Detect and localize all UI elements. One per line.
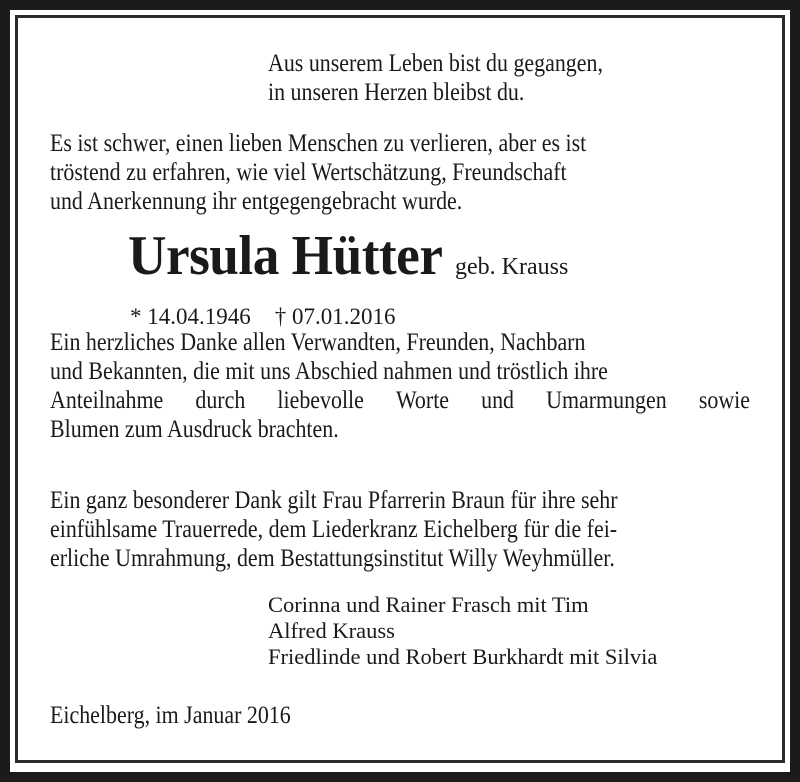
text-line: Ein ganz besonderer Dank gilt Frau Pfarrerin Braun für ihre sehr: [50, 485, 618, 514]
word: durch: [195, 385, 246, 414]
thanks-paragraph: [50, 327, 750, 443]
text-line: erliche Umrahmung, dem Bestattungsinstitut Willy Weyhmüller.: [50, 543, 615, 572]
word: Umarmungen: [546, 385, 667, 414]
text-line: Es ist schwer, einen lieben Menschen zu verlieren, aber es ist: [50, 128, 587, 157]
signatory: Friedlinde und Robert Burkhardt mit Silvia: [268, 644, 658, 669]
word: und: [481, 385, 515, 414]
deceased-name-block: [128, 224, 568, 288]
word: liebevolle: [277, 385, 364, 414]
special-thanks-paragraph: [50, 485, 618, 572]
intro-paragraph: [50, 128, 586, 215]
birth-date: * 14.04.1946: [130, 304, 251, 329]
word: Anteilnahme: [50, 385, 164, 414]
signatory: Corinna und Rainer Frasch mit Tim: [268, 592, 589, 617]
motto-line: in unseren Herzen bleibst du.: [268, 77, 525, 106]
maiden-name: geb. Krauss: [455, 254, 569, 280]
text-line: Ein herzliches Danke allen Verwandten, Freunden, Nachbarn: [50, 327, 586, 356]
text-line-justified: [50, 385, 750, 414]
word: sowie: [698, 385, 750, 414]
text-line: Blumen zum Ausdruck brachten.: [50, 414, 339, 443]
word: Worte: [395, 385, 450, 414]
closing-place-date: Eichelberg, im Januar 2016: [50, 700, 291, 729]
motto-line: Aus unserem Leben bist du gegangen,: [268, 48, 603, 77]
text-line: und Bekannten, die mit uns Abschied nahmen und tröstlich ihre: [50, 356, 608, 385]
motto: [268, 48, 603, 106]
text-line: tröstend zu erfahren, wie viel Wertschätzung, Freundschaft: [50, 157, 567, 186]
text-line: einfühlsame Trauerrede, dem Liederkranz Eichelberg für die fei-: [50, 514, 618, 543]
signatories: [268, 592, 657, 670]
text-line: und Anerkennung ihr entgegengebracht wurde.: [50, 186, 463, 215]
signatory: Alfred Krauss: [268, 618, 395, 643]
death-date: † 07.01.2016: [274, 304, 396, 329]
deceased-name: Ursula Hütter: [128, 225, 443, 287]
